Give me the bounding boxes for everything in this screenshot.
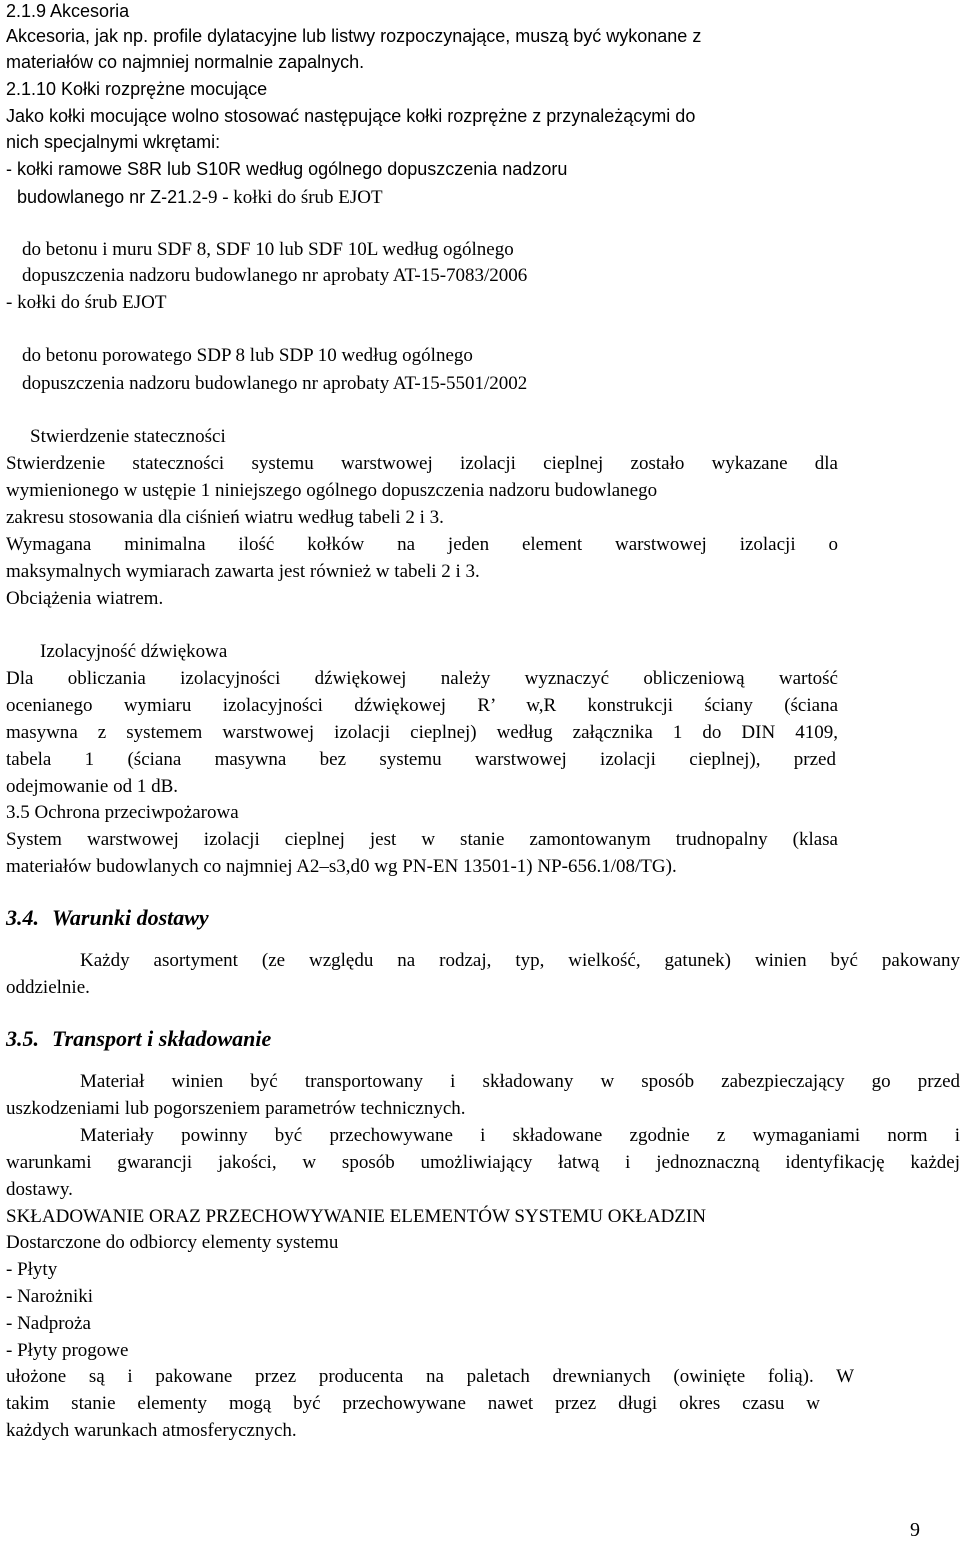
text-line: oddzielnie. — [6, 977, 90, 998]
text-line: ocenianego wymiaru izolacyjności dźwiękowej R’ w,R konstrukcji ściany (ściana — [6, 695, 838, 716]
text-line: tabela 1 (ściana masywna bez systemu warstwowej izolacji cieplnej), przed — [6, 749, 836, 770]
subheading-ochrona: 3.5 Ochrona przeciwpożarowa — [6, 802, 239, 823]
text-line: ułożone są i pakowane przez producenta na paletach drewnianych (owinięte folią). W — [6, 1366, 854, 1387]
text-line: do betonu porowatego SDP 8 lub SDP 10 według ogólnego — [22, 345, 473, 366]
text-line: Materiał winien być transportowany i składowany w sposób zabezpieczający go przed — [80, 1071, 960, 1092]
text-line: Materiały powinny być przechowywane i składowane zgodnie z wymaganiami norm i — [80, 1125, 960, 1146]
heading-kolki: 2.1.10 Kołki rozprężne mocujące — [6, 79, 268, 99]
section-heading-transport — [6, 1028, 271, 1050]
text-fragment: budowlanego nr Z-21. — [17, 187, 193, 207]
text-line: System warstwowej izolacji cieplnej jest w stanie zamontowanym trudnopalny (klasa — [6, 829, 838, 850]
text-line: do betonu i muru SDF 8, SDF 10 lub SDF 10L według ogólnego — [22, 239, 514, 260]
text-line: dopuszczenia nadzoru budowlanego nr aprobaty AT-15-7083/2006 — [22, 265, 528, 286]
text-line: materiałów budowlanych co najmniej A2–s3,d0 wg PN-EN 13501-1) NP-656.1/08/TG). — [6, 856, 677, 877]
text-line: zakresu stosowania dla ciśnień wiatru według tabeli 2 i 3. — [6, 507, 444, 528]
text-line: materiałów co najmniej normalnie zapalnych. — [6, 52, 365, 72]
subheading-statecznosc: Stwierdzenie stateczności — [30, 426, 226, 447]
text-line — [17, 186, 383, 209]
text-line: Akcesoria, jak np. profile dylatacyjne lub listwy rozpoczynające, muszą być wykonane z — [6, 26, 702, 46]
list-item: - kołki do śrub EJOT — [6, 292, 167, 313]
list-item: - Nadproża — [6, 1313, 91, 1334]
text-line: każdych warunkach atmosferycznych. — [6, 1420, 297, 1441]
text-line: wymienionego w ustępie 1 niniejszego ogólnego dopuszczenia nadzoru budowlanego — [6, 480, 658, 501]
text-line: Dla obliczania izolacyjności dźwiękowej należy wyznaczyć obliczeniową wartość — [6, 668, 838, 689]
page-number: 9 — [910, 1519, 920, 1541]
list-item: - Płyty progowe — [6, 1340, 129, 1361]
text-line: Jako kołki mocujące wolno stosować następujące kołki rozprężne z przynależącymi do — [6, 106, 696, 126]
list-item: - Narożniki — [6, 1286, 94, 1307]
text-line: takim stanie elementy mogą być przechowywane nawet przez długi okres czasu w — [6, 1393, 820, 1414]
text-line: maksymalnych wymiarach zawarta jest również w tabeli 2 i 3. — [6, 561, 480, 582]
section-number: 3.5. — [6, 1026, 39, 1051]
text-line: uszkodzeniami lub pogorszeniem parametrów technicznych. — [6, 1098, 466, 1119]
text-line: masywna z systemem warstwowej izolacji cieplnej) według załącznika 1 do DIN 4109, — [6, 722, 838, 743]
heading-akcesoria: 2.1.9 Akcesoria — [6, 1, 130, 21]
section-heading-warunki — [6, 907, 209, 929]
text-line: Każdy asortyment (ze względu na rodzaj, typ, wielkość, gatunek) winien być pakowany — [80, 950, 960, 971]
text-line: nich specjalnymi wkrętami: — [6, 132, 221, 152]
text-fragment: 2-9 - kołki do śrub EJOT — [192, 187, 383, 208]
text-line: odejmowanie od 1 dB. — [6, 776, 179, 797]
section-title: Warunki dostawy — [52, 905, 209, 930]
text-line: warunkami gwarancji jakości, w sposób umożliwiający łatwą i jednoznaczną identyfikację każdej — [6, 1152, 960, 1173]
text-line: Stwierdzenie stateczności systemu warstwowej izolacji cieplnej zostało wykazane dla — [6, 453, 838, 474]
section-title: Transport i składowanie — [52, 1026, 272, 1051]
text-line: dostawy. — [6, 1179, 73, 1200]
text-line: Wymagana minimalna ilość kołków na jeden element warstwowej izolacji o — [6, 534, 838, 555]
list-item: - kołki ramowe S8R lub S10R według ogólnego dopuszczenia nadzoru — [6, 159, 568, 179]
text-line: Obciążenia wiatrem. — [6, 588, 164, 609]
text-line: dopuszczenia nadzoru budowlanego nr aprobaty AT-15-5501/2002 — [22, 373, 528, 394]
subheading-skladowanie: SKŁADOWANIE ORAZ PRZECHOWYWANIE ELEMENTÓW SYSTEMU OKŁADZIN — [6, 1206, 706, 1227]
subheading-izolacyjnosc: Izolacyjność dźwiękowa — [40, 641, 228, 662]
text-line: Dostarczone do odbiorcy elementy systemu — [6, 1232, 339, 1253]
list-item: - Płyty — [6, 1259, 58, 1280]
section-number: 3.4. — [6, 905, 39, 930]
